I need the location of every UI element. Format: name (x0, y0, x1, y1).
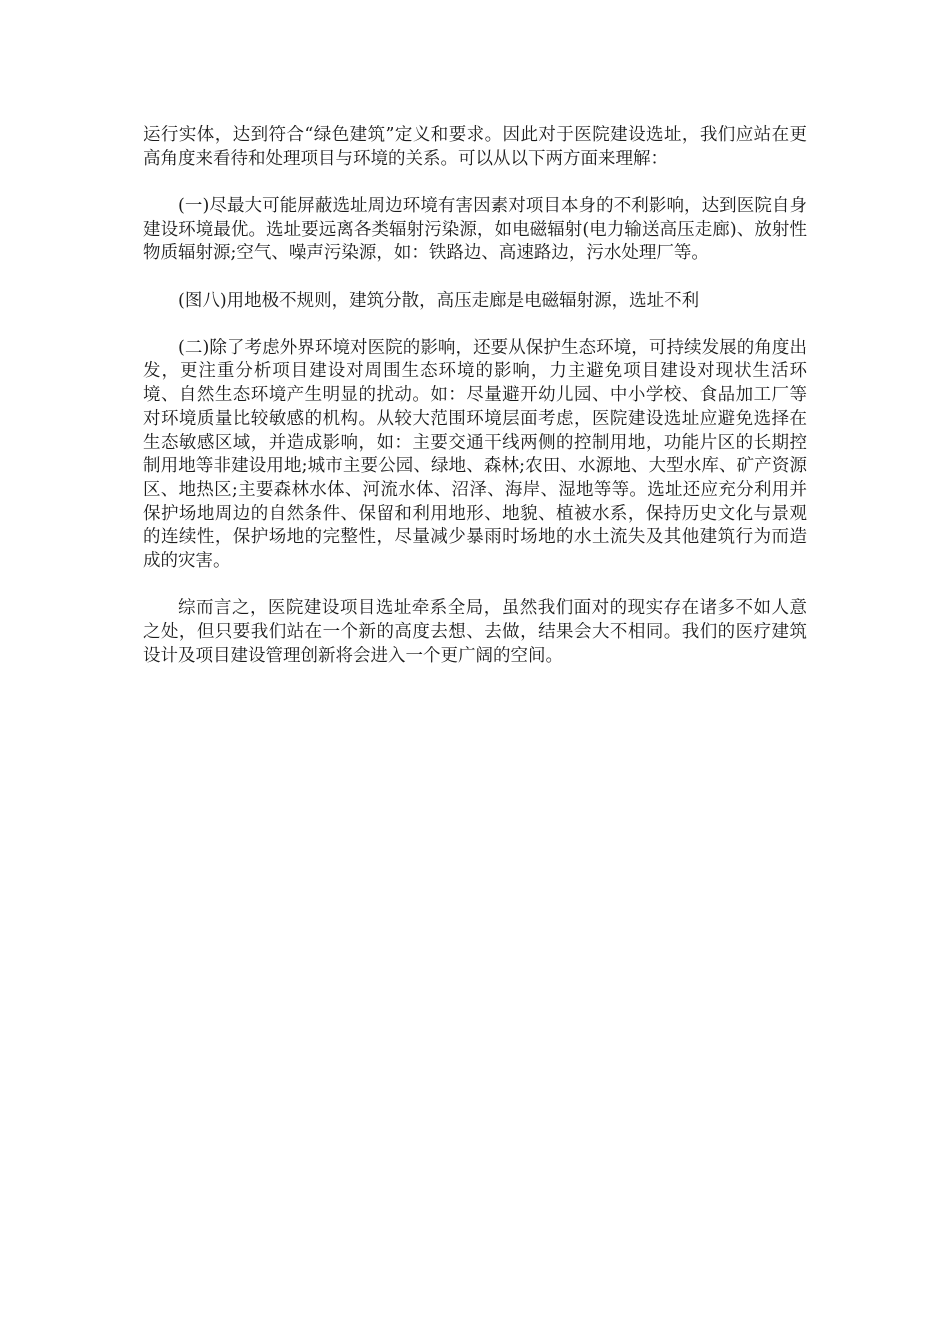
paragraph-intro-continuation: 运行实体，达到符合“绿色建筑”定义和要求。因此对于医院建设选址，我们应站在更高角度来看待和处理项目与环境的关系。可以从以下两方面来理解： (143, 125, 807, 169)
paragraph-conclusion: 综而言之，医院建设项目选址牵系全局，虽然我们面对的现实存在诸多不如人意之处，但只要我们站在一个新的高度去想、去做，结果会大不相同。我们的医疗建筑设计及项目建设管理创新将会进入一个更广阔的空间。 (143, 598, 807, 666)
paragraph-point-one: (一)尽最大可能屏蔽选址周边环境有害因素对项目本身的不利影响，达到医院自身建设环境最优。选址要远离各类辐射污染源，如电磁辐射(电力输送高压走廊)、放射性物质辐射源;空气、噪声污染源，如：铁路边、高速路边，污水处理厂等。 (143, 195, 807, 264)
paragraph-point-two: (二)除了考虑外界环境对医院的影响，还要从保护生态环境，可持续发展的角度出发，更注重分析项目建设对周围生态环境的影响，力主避免项目建设对现状生活环境、自然生态环境产生明显的扰动。如：尽量避开幼儿园、中小学校、食品加工厂等对环境质量比较敏感的机构。从较大范围环境层面考虑，医院建设选址应避免选择在生态敏感区域，并造成影响，如：主要交通干线两侧的控制用地，功能片区的长期控制用地等非建设用地;城市主要公园、绿地、森林;农田、水源地、大型水库、矿产资源区、地热区;主要森林水体、河流水体、沼泽、海岸、湿地等等。选址还应充分利用并保护场地周边的自然条件、保留和利用地形、地貌、植被水系，保持历史文化与景观的连续性，保护场地的完整性，尽量减少暴雨时场地的水土流失及其他建筑行为而造成的灾害。 (143, 337, 807, 572)
figure-caption: (图八)用地极不规则，建筑分散，高压走廊是电磁辐射源，选址不利 (178, 290, 700, 311)
document-body (143, 124, 807, 692)
